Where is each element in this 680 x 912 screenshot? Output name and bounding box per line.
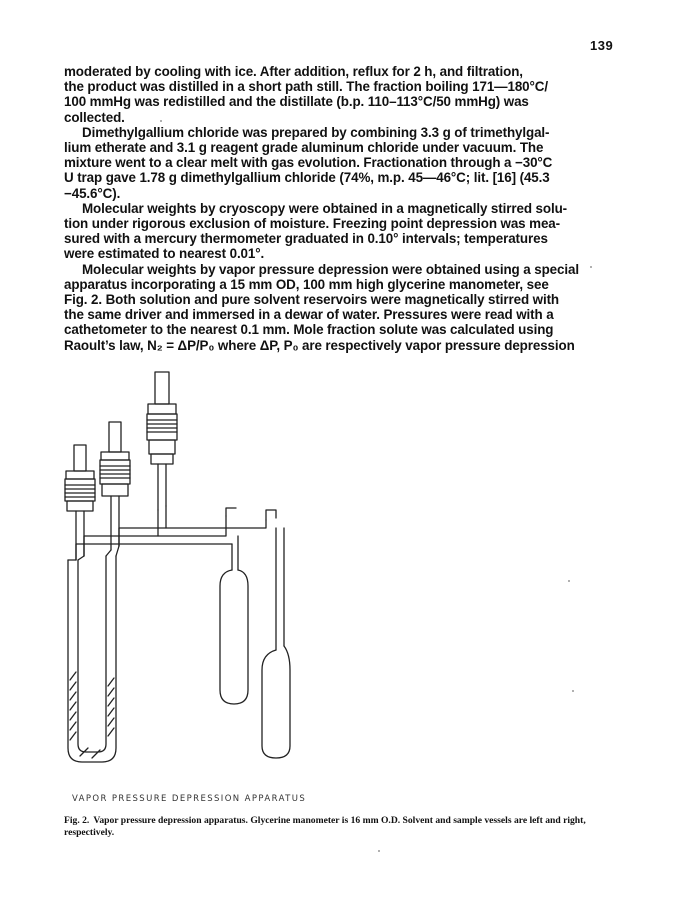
text-line: 100 mmHg was redistilled and the distillate (b.p. 110–113°C/50 mmHg) was — [64, 94, 529, 110]
text-line: Dimethylgallium chloride was prepared by combining 3.3 g of trimethylgal- — [82, 124, 550, 140]
text-line: lium etherate and 3.1 g reagent grade aluminum chloride under vacuum. The — [64, 140, 544, 156]
scan-speck — [160, 120, 162, 122]
text-line: Raoult’s law, N₂ = ΔP/P₀ where ΔP, P₀ are respectively vapor pressure depression — [64, 337, 575, 353]
left-stopcock — [65, 445, 95, 560]
body-text — [64, 64, 624, 353]
text-line: moderated by cooling with ice. After addition, reflux for 2 h, and filtration, — [64, 64, 523, 79]
text-line: were estimated to nearest 0.01°. — [64, 246, 265, 262]
paragraph — [64, 201, 624, 262]
scan-speck — [590, 266, 592, 268]
figure-caption-text: Vapor pressure depression apparatus. Glycerine manometer is 16 mm O.D. Solvent and sample vessels are left and right, respectively. — [64, 815, 586, 838]
paragraph — [64, 125, 624, 201]
text-line: apparatus incorporating a 15 mm OD, 100 mm high glycerine manometer, see — [64, 276, 549, 292]
glycerine-manometer — [68, 546, 119, 762]
manifold-tubing — [76, 506, 284, 650]
text-line: mixture went to a clear melt with gas evolution. Fractionation through a −30°C — [64, 155, 553, 171]
page-number: 139 — [590, 38, 614, 53]
text-line: collected. — [64, 109, 125, 125]
text-line: Molecular weights by vapor pressure depression were obtained using a special — [82, 261, 579, 277]
text-line: the same driver and immersed in a dewar of water. Pressures were read with a — [64, 307, 554, 323]
text-line: tion under rigorous exclusion of moisture. Freezing point depression was mea- — [64, 216, 561, 232]
sample-vessel — [262, 646, 290, 758]
scan-speck — [378, 850, 380, 852]
scan-speck — [572, 690, 574, 692]
right-stopcock — [147, 372, 177, 510]
scan-speck — [568, 580, 570, 582]
text-line: the product was distilled in a short path still. The fraction boiling 171—180°C/ — [64, 79, 548, 95]
text-line: Fig. 2. Both solution and pure solvent reservoirs were magnetically stirred with — [64, 292, 560, 308]
paragraph — [64, 64, 624, 125]
text-line: cathetometer to the nearest 0.1 mm. Mole fraction solute was calculated using — [64, 322, 554, 338]
vapor-pressure-apparatus-diagram — [40, 360, 370, 790]
figure-number: Fig. 2. — [64, 815, 90, 826]
text-line: U trap gave 1.78 g dimethylgallium chloride (74%, m.p. 45—46°C; lit. [16] (45.3 — [64, 170, 550, 186]
solvent-vessel — [220, 570, 248, 704]
text-line: Molecular weights by cryoscopy were obtained in a magnetically stirred solu- — [82, 200, 568, 216]
paragraph — [64, 262, 624, 353]
middle-stopcock — [100, 422, 130, 550]
text-line: sured with a mercury thermometer graduated in 0.10° intervals; temperatures — [64, 231, 548, 247]
figure-caption — [64, 815, 624, 839]
text-line: −45.6°C). — [64, 185, 121, 201]
figure-handwritten-label: VAPOR PRESSURE DEPRESSION APPARATUS — [72, 794, 307, 804]
